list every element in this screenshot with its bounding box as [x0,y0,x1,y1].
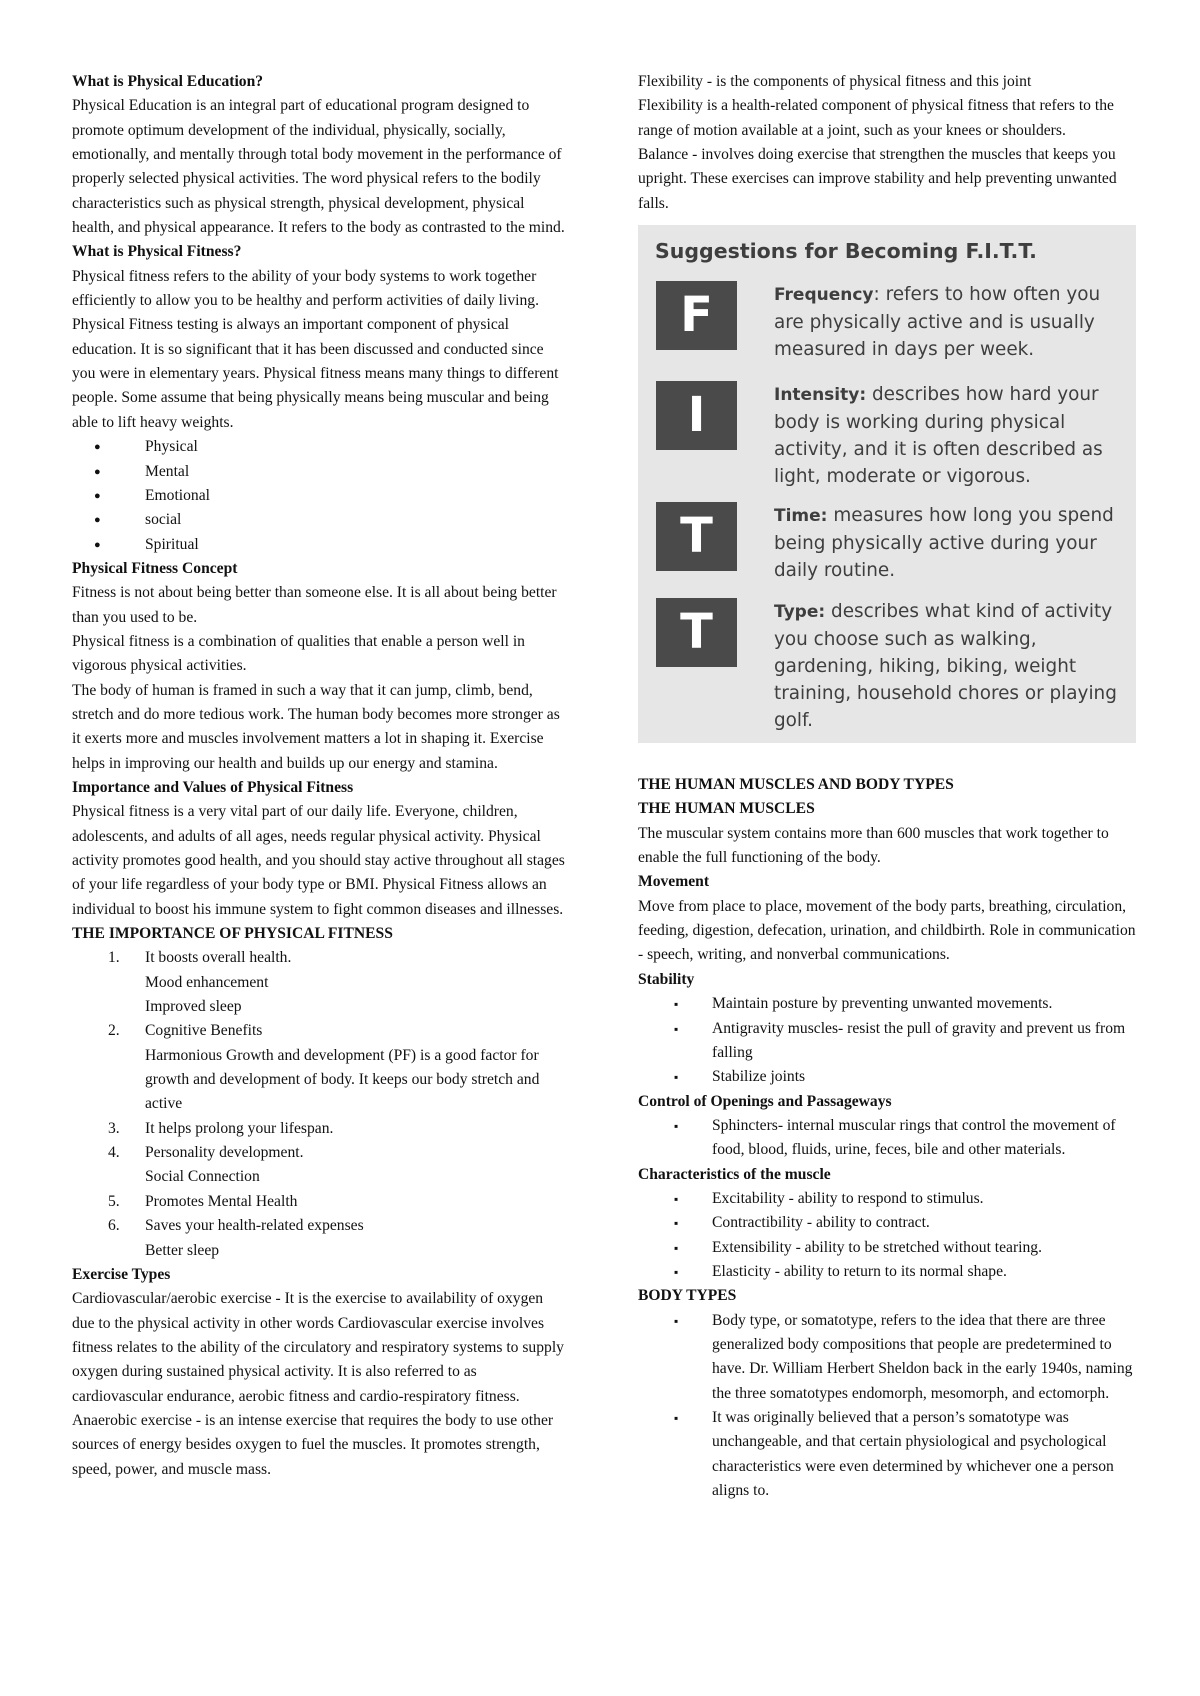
fitt-infographic [638,225,1136,743]
item-subtext: Better sleep [145,1241,220,1259]
letter-tile: T [656,502,737,571]
paragraph-concept-1: Fitness is not about being better than someone else. It is all about being better than you used to be. [72,584,557,626]
numbered-item [72,1019,568,1116]
heading-what-is-pe: What is Physical Education? [72,73,264,90]
item-text: Promotes Mental Health [145,1192,298,1210]
paragraph-movement: Move from place to place, movement of the body parts, breathing, circulation, feeding, digestion, defecation, urination, and childbirth. Role in communication - speech, writing, and nonverbal communications. [638,897,1136,964]
numbered-item [72,1141,568,1190]
body-types-list [638,1309,1138,1504]
heading-movement: Movement [638,873,710,891]
list-item: ▪ Excitability - ability to respond to stimulus. [638,1187,1138,1211]
list-item: ● Spiritual [72,533,568,557]
list-item: ● Physical [72,435,568,459]
list-item: ▪ Stabilize joints [638,1065,1138,1089]
paragraph-pe: Physical Education is an integral part of educational program designed to promote optimum development of the individual, physically, socially, emotionally, and mentally through total body movement in the performance of properly selected physical activities. The word physical refers to the bodily characteristics such as physical strength, physical development, physical health, and physical appearance. It refers to the body as contrasted to the mind. [72,97,565,237]
paragraph-balance: Balance - involves doing exercise that strengthen the muscles that keeps you upright. These exercises can improve stability and help preventing unwanted falls. [638,146,1117,212]
fitt-text: refers to how often you are physically active and is usually measured in days per week. [774,284,1101,361]
letter-tile: F [656,281,737,350]
heading-characteristics: Characteristics of the muscle [638,1165,831,1183]
fitt-term: Time: [774,506,828,527]
heading-control-openings: Control of Openings and Passageways [638,1092,892,1110]
paragraph-muscles: The muscular system contains more than 600 muscles that work together to enable the full functioning of the body. [638,824,1109,867]
item-number: 4. [108,1144,120,1162]
fitt-term: Type: [774,602,826,623]
fitt-description [774,281,1129,363]
list-item: ● Mental [72,460,568,484]
paragraph-flexibility-2: Flexibility is a health-related component of physical fitness that refers to the range of motion available at a joint, such as your knees or shoulders. [638,97,1114,139]
characteristics-list [638,1187,1138,1284]
left-column [72,70,568,1482]
importance-numbered-list [72,946,568,1262]
item-subtext: Improved sleep [145,998,242,1016]
list-item: ▪ Maintain posture by preventing unwanted movements. [638,992,1138,1016]
list-item: ▪ Extensibility - ability to be stretched without tearing. [638,1236,1138,1260]
numbered-item [72,1190,568,1214]
stability-list [638,992,1138,1089]
item-number: 6. [108,1217,120,1235]
item-number: 1. [108,949,120,967]
right-column [638,70,1138,1503]
list-item: ▪ Elasticity - ability to return to its normal shape. [638,1260,1138,1284]
numbered-item [72,946,568,1019]
paragraph-importance: Physical fitness is a very vital part of our daily life. Everyone, children, adolescents, and adults of all ages, needs regular physical activity. Physical activity promotes good health, and you should stay active throughout all stages of your life regardless of your body type or BMI. Physical Fitness allows an individual to boost his immune system to fight common diseases and illnesses. [72,803,565,918]
fitt-title: Suggestions for Becoming F.I.T.T. [655,239,1037,264]
paragraph-flexibility-1: Flexibility - is the components of physical fitness and this joint [638,73,1032,90]
fitness-aspects-list [72,435,568,557]
item-subtext: Mood enhancement [145,973,269,991]
fitt-text: measures how long you spend being physically active during your daily routine. [774,505,1114,582]
heading-body-types: BODY TYPES [638,1287,737,1305]
numbered-item [72,1214,568,1263]
item-text: Cognitive Benefits [145,1022,263,1040]
item-subtext: Harmonious Growth and development (PF) is a good factor for growth and development of body. It keeps our body stretch and active [145,1046,540,1113]
numbered-item [72,1117,568,1141]
control-list [638,1114,1138,1163]
heading-muscles-body-types: THE HUMAN MUSCLES AND BODY TYPES [638,776,954,794]
heading-human-muscles: THE HUMAN MUSCLES [638,800,815,818]
list-item: ▪ Sphincters- internal muscular rings that control the movement of food, blood, fluids, urine, feces, bile and other materials. [638,1114,1138,1163]
list-item: ▪ Antigravity muscles- resist the pull of gravity and prevent us from falling [638,1017,1138,1066]
list-item: ● Emotional [72,484,568,508]
item-number: 2. [108,1022,120,1040]
list-item: ▪ It was originally believed that a person’s somatotype was unchangeable, and that certain physiological and psychological characteristics were even determined by whichever one a person aligns to. [638,1406,1138,1503]
heading-what-is-pf: What is Physical Fitness? [72,243,242,261]
fitt-text: describes what kind of activity you choose such as walking, gardening, hiking, biking, weight training, household chores or playing golf. [774,601,1117,732]
heading-fitness-concept: Physical Fitness Concept [72,559,238,577]
item-text: Personality development. [145,1144,304,1162]
item-number: 3. [108,1119,120,1137]
item-text: Saves your health-related expenses [145,1217,364,1235]
letter-tile: T [656,598,737,667]
list-item: ▪ Contractibility - ability to contract. [638,1211,1138,1235]
item-text: It helps prolong your lifespan. [145,1119,334,1137]
heading-importance-values: Importance and Values of Physical Fitness [72,778,354,796]
fitt-term: Intensity: [774,385,867,406]
item-text: It boosts overall health. [145,949,292,967]
item-number: 5. [108,1192,120,1210]
fitt-description [774,502,1129,584]
fitt-text: describes how hard your body is working during physical activity, and it is often described as light, moderate or vigorous. [774,384,1103,488]
heading-stability: Stability [638,970,695,988]
fitt-description [774,598,1129,734]
item-subtext: Social Connection [145,1168,260,1186]
heading-exercise-types: Exercise Types [72,1265,171,1283]
list-item: ● social [72,508,568,532]
fitt-term-colon: : [873,284,880,306]
paragraph-cardio: Cardiovascular/aerobic exercise - It is the exercise to availability of oxygen due to the physical activity in other words Cardiovascular exercise involves fitness relates to the ability of the circulatory and respiratory systems to supply oxygen during sustained physical activity. It is also referred to as cardiovascular endurance, aerobic fitness and cardio-respiratory fitness. [72,1290,564,1405]
paragraph-pf: Physical fitness refers to the ability of your body systems to work together efficiently to allow you to be healthy and perform activities of daily living. Physical Fitness testing is always an important component of physical education. It is so significant that it has been discussed and conducted since you were in elementary years. Physical fitness means many things to different people. Some assume that being physically means being muscular and being able to lift heavy weights. [72,267,559,431]
list-item: ▪ Body type, or somatotype, refers to the idea that there are three generalized body compositions that people are predetermined to have. Dr. William Herbert Sheldon back in the early 1940s, naming the three somatotypes endomorph, mesomorph, and ectomorph. [638,1309,1138,1406]
paragraph-anaerobic: Anaerobic exercise - is an intense exercise that requires the body to use other sources of energy besides oxygen to fuel the muscles. It promotes strength, speed, power, and muscle mass. [72,1411,554,1478]
letter-tile: I [656,381,737,450]
paragraph-concept-3: The body of human is framed in such a way that it can jump, climb, bend, stretch and do more tedious work. The human body becomes more stronger as it exerts more and muscles involvement matters a lot in shaping it. Exercise helps in improving our health and builds up our energy and stamina. [72,681,560,772]
paragraph-concept-2: Physical fitness is a combination of qualities that enable a person well in vigorous physical activities. [72,632,525,675]
fitt-term: Frequency [774,285,874,306]
fitt-description [774,381,1129,490]
heading-importance-caps: THE IMPORTANCE OF PHYSICAL FITNESS [72,925,393,943]
